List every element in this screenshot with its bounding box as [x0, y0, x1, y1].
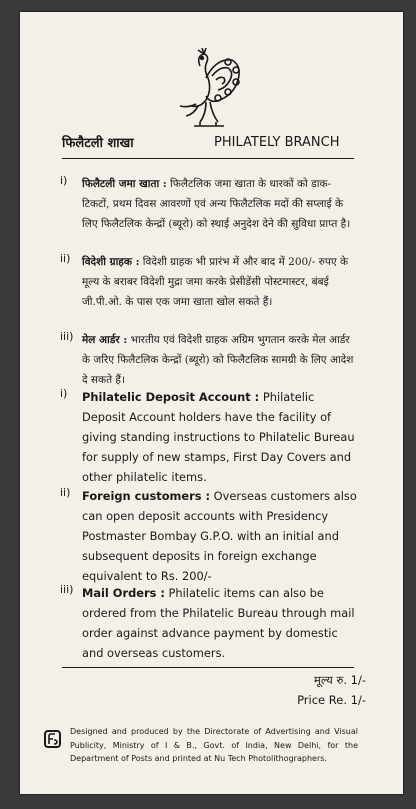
hindi-item-deposit-account: [60, 174, 358, 234]
item-text: Philatelic Deposit Account holders have the facility of giving standing instructions to Philatelic Bureau for supply of new stamps, First Day Covers and other philatelic items.: [82, 390, 355, 484]
item-heading: Foreign customers :: [82, 489, 211, 503]
english-item-foreign-customers: [60, 486, 358, 586]
english-branch-title: PHILATELY BRANCH: [214, 135, 340, 150]
item-number: i): [60, 174, 68, 187]
item-heading: Philatelic Deposit Account :: [82, 390, 260, 404]
production-credits: Designed and produced by the Directorate of Advertising and Visual Publicity, Ministry of I & B., Govt. of India, New Delhi, for the Department of Posts and printed at Nu Tech Photolithographers.: [70, 727, 358, 763]
english-item-mail-orders: [60, 583, 358, 663]
item-text: Overseas customers also can open deposit accounts with Presidency Postmaster Bombay G.P.O. with an initial and subsequent deposits in foreign exchange equivalent to Rs. 200/-: [82, 489, 357, 583]
hindi-branch-title: फिलैटली शाखा: [62, 136, 134, 151]
hindi-item-mail-order: [60, 330, 358, 390]
peacock-emblem-icon: [170, 48, 246, 134]
price-hindi: मूल्य रु. 1/-: [314, 673, 366, 687]
item-heading: Mail Orders :: [82, 586, 165, 600]
item-number: iii): [60, 330, 74, 343]
price-divider: [62, 667, 354, 668]
item-text: Philatelic items can also be ordered from the Philatelic Bureau through mail order against advance payment by domestic and overseas customers.: [82, 586, 355, 660]
item-number: i): [60, 387, 68, 400]
item-text: फिलैटलिक जमा खाता के धारकों को डाक-टिकटों, प्रथम दिवस आवरणों एवं अन्य फिलैटलिक मदों की सप्लाई के लिए फिलैटलिक केन्द्रों (ब्यूरो) को स्थाई अनुदेश देने की सुविधा प्राप्त है।: [82, 178, 351, 230]
item-number: ii): [60, 486, 71, 499]
item-text: विदेशी ग्राहक भी प्रारंभ में और बाद में 200/- रुपए के मूल्य के बराबर विदेशी मुद्रा जमा करके प्रेसीडेंसी पोस्टमास्टर, बंबई जी.पी.ओ. के पास एक जमा खाता खोल सकते हैं।: [82, 256, 349, 308]
item-heading: मेल आर्डर :: [82, 334, 128, 346]
dava-logo-icon: [44, 730, 61, 748]
header-divider: [62, 158, 354, 159]
item-heading: फिलैटली जमा खाता :: [82, 178, 167, 190]
item-heading: विदेशी ग्राहक :: [82, 256, 140, 268]
hindi-item-foreign-customers: [60, 252, 358, 312]
english-item-deposit-account: [60, 387, 358, 487]
item-number: iii): [60, 583, 74, 596]
price-english: Price Re. 1/-: [297, 693, 366, 707]
item-number: ii): [60, 252, 71, 265]
item-text: भारतीय एवं विदेशी ग्राहक अग्रिम भुगतान करके मेल आर्डर के जरिए फिलैटलिक केन्द्रों (ब्यूरो) को फिलैटलिक सामग्री के लिए आदेश दे सकते हैं।: [82, 334, 354, 386]
